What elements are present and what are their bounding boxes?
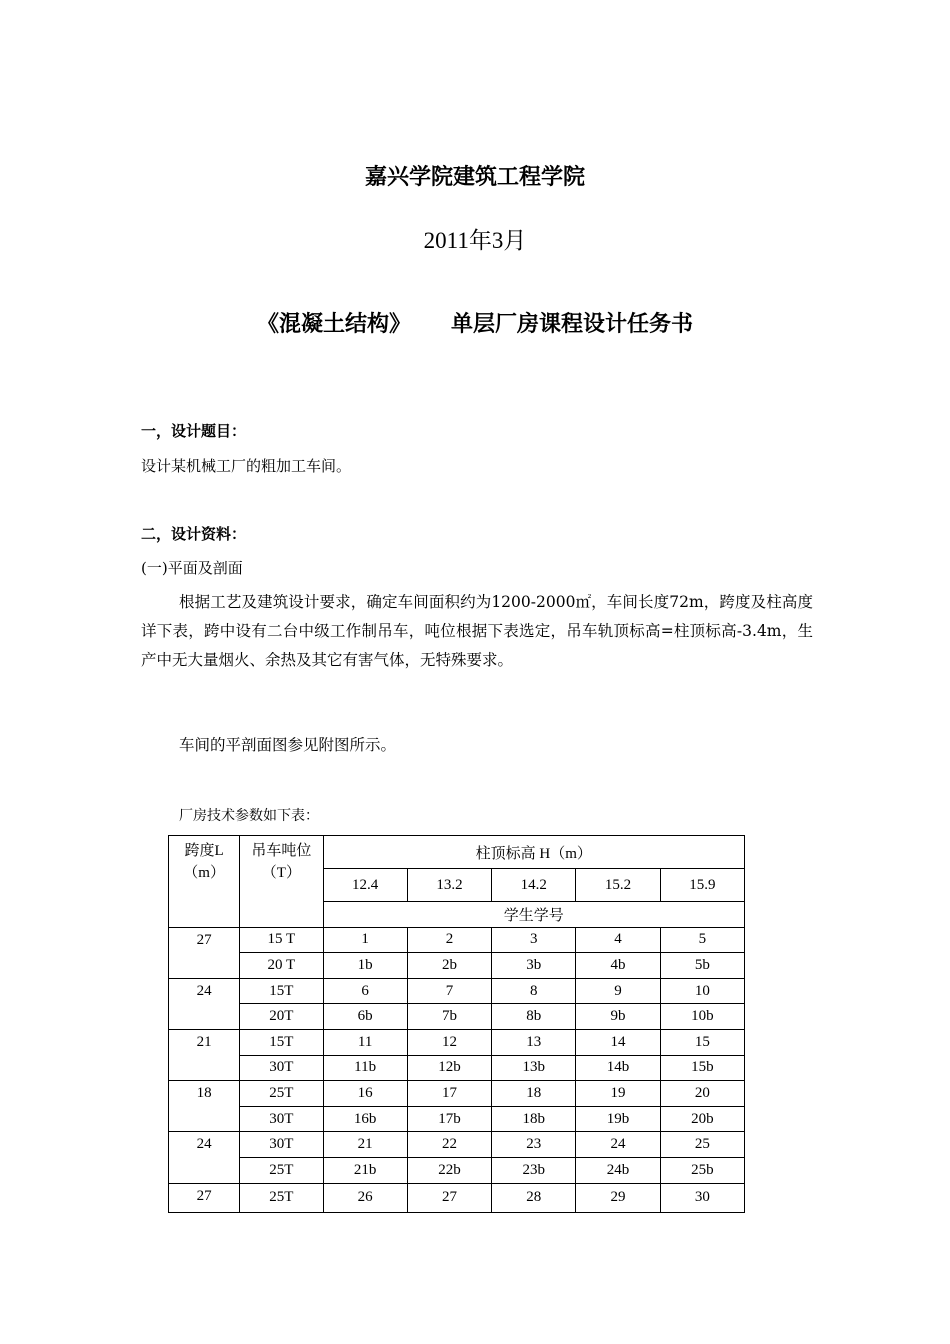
task-title: 单层厂房课程设计任务书	[451, 311, 694, 337]
parameters-table-body	[169, 836, 745, 1213]
span-cell: 27	[169, 927, 240, 978]
student-id-cell: 7b	[407, 1004, 491, 1030]
student-id-cell: 23	[492, 1132, 576, 1158]
crane-cell: 20T	[240, 1004, 323, 1030]
student-id-cell: 18	[492, 1081, 576, 1107]
student-id-cell: 11	[323, 1029, 407, 1055]
student-id-cell: 25b	[660, 1157, 744, 1183]
header-span: 跨度L（m）	[169, 836, 240, 928]
student-id-cell: 25	[660, 1132, 744, 1158]
crane-cell: 25T	[240, 1157, 323, 1183]
student-id-cell: 28	[492, 1183, 576, 1213]
student-id-cell: 8b	[492, 1004, 576, 1030]
student-id-cell: 21	[323, 1132, 407, 1158]
student-id-cell: 3	[492, 927, 576, 953]
student-id-cell: 10b	[660, 1004, 744, 1030]
crane-cell: 25T	[240, 1081, 323, 1107]
table-row	[169, 1055, 745, 1081]
student-id-cell: 6b	[323, 1004, 407, 1030]
height-value-3: 15.2	[576, 869, 660, 902]
table-row	[169, 1106, 745, 1132]
student-id-cell: 22b	[407, 1157, 491, 1183]
student-id-cell: 26	[323, 1183, 407, 1213]
crane-cell: 20 T	[240, 953, 323, 979]
student-id-cell: 19b	[576, 1106, 660, 1132]
student-id-cell: 9b	[576, 1004, 660, 1030]
student-id-cell: 2	[407, 927, 491, 953]
height-value-4: 15.9	[660, 869, 744, 902]
student-id-cell: 20	[660, 1081, 744, 1107]
span-cell: 18	[169, 1081, 240, 1132]
span-cell: 21	[169, 1029, 240, 1080]
student-id-cell: 24	[576, 1132, 660, 1158]
student-id-cell: 1	[323, 927, 407, 953]
crane-cell: 30T	[240, 1055, 323, 1081]
student-id-cell: 7	[407, 978, 491, 1004]
table-row	[169, 1029, 745, 1055]
student-id-cell: 8	[492, 978, 576, 1004]
student-id-cell: 15	[660, 1029, 744, 1055]
section1-text: 设计某机械工厂的粗加工车间。	[141, 457, 352, 475]
header-column-height: 柱顶标高 H（m）	[323, 836, 744, 869]
student-id-cell: 20b	[660, 1106, 744, 1132]
student-id-cell: 23b	[492, 1157, 576, 1183]
table-row	[169, 1132, 745, 1158]
height-value-2: 14.2	[492, 869, 576, 902]
student-id-cell: 13b	[492, 1055, 576, 1081]
table-caption: 厂房技术参数如下表：	[179, 808, 319, 824]
height-value-1: 13.2	[407, 869, 491, 902]
crane-cell: 30T	[240, 1132, 323, 1158]
student-id-cell: 11b	[323, 1055, 407, 1081]
student-id-cell: 24b	[576, 1157, 660, 1183]
student-id-cell: 4	[576, 927, 660, 953]
student-id-cell: 9	[576, 978, 660, 1004]
crane-cell: 15T	[240, 978, 323, 1004]
student-id-cell: 2b	[407, 953, 491, 979]
document-date: 2011年3月	[423, 228, 527, 253]
document-title	[0, 307, 950, 338]
student-id-cell: 29	[576, 1183, 660, 1213]
student-id-cell: 16b	[323, 1106, 407, 1132]
crane-cell: 15T	[240, 1029, 323, 1055]
student-id-cell: 10	[660, 978, 744, 1004]
student-id-cell: 12b	[407, 1055, 491, 1081]
student-id-cell: 14b	[576, 1055, 660, 1081]
span-cell: 24	[169, 1132, 240, 1183]
student-id-cell: 5	[660, 927, 744, 953]
table-row	[169, 1183, 745, 1213]
student-id-cell: 17	[407, 1081, 491, 1107]
crane-cell: 15 T	[240, 927, 323, 953]
span-cell: 24	[169, 978, 240, 1029]
crane-cell: 30T	[240, 1106, 323, 1132]
table-row	[169, 927, 745, 953]
section2-note: 车间的平剖面图参见附图所示。	[179, 736, 397, 754]
student-id-cell: 14	[576, 1029, 660, 1055]
parameters-table	[168, 835, 745, 1213]
school-title: 嘉兴学院建筑工程学院	[364, 164, 585, 190]
student-id-cell: 19	[576, 1081, 660, 1107]
section2-paragraph: 根据工艺及建筑设计要求，确定车间面积约为1200-2000㎡，车间长度72m，跨度及柱高度详下表，跨中设有二台中级工作制吊车，吨位根据下表选定，吊车轨顶标高=柱顶标高-3.4m，生产中无大量烟火、余热及其它有害气体，无特殊要求。	[141, 593, 813, 669]
student-id-cell: 27	[407, 1183, 491, 1213]
crane-cell: 25T	[240, 1183, 323, 1213]
student-id-cell: 3b	[492, 953, 576, 979]
student-id-cell: 30	[660, 1183, 744, 1213]
student-id-cell: 13	[492, 1029, 576, 1055]
student-id-cell: 4b	[576, 953, 660, 979]
table-row	[169, 1081, 745, 1107]
table-row	[169, 1157, 745, 1183]
height-value-0: 12.4	[323, 869, 407, 902]
course-title: 《混凝土结构》	[256, 311, 411, 337]
student-id-cell: 1b	[323, 953, 407, 979]
student-id-cell: 6	[323, 978, 407, 1004]
span-cell: 27	[169, 1183, 240, 1213]
student-id-cell: 17b	[407, 1106, 491, 1132]
table-row	[169, 953, 745, 979]
student-id-cell: 16	[323, 1081, 407, 1107]
student-id-cell: 15b	[660, 1055, 744, 1081]
student-id-cell: 18b	[492, 1106, 576, 1132]
student-id-cell: 22	[407, 1132, 491, 1158]
table-header-row	[169, 836, 745, 869]
header-crane: 吊车吨位（T）	[240, 836, 323, 928]
student-id-cell: 21b	[323, 1157, 407, 1183]
student-id-cell: 5b	[660, 953, 744, 979]
section2-heading: 二，设计资料：	[141, 525, 247, 543]
section2-subheading: (一)平面及剖面	[141, 559, 243, 577]
header-student-id: 学生学号	[323, 902, 744, 928]
student-id-cell: 12	[407, 1029, 491, 1055]
table-row	[169, 978, 745, 1004]
table-row	[169, 1004, 745, 1030]
section1-heading: 一，设计题目：	[141, 422, 247, 440]
